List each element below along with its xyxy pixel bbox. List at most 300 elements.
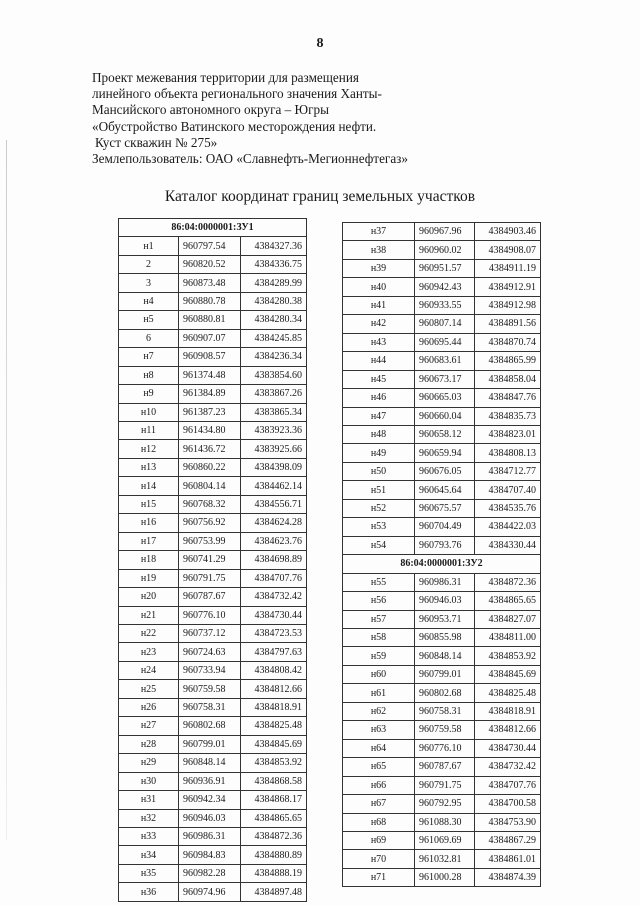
point-id: н28 <box>119 735 179 753</box>
table-row <box>343 628 541 646</box>
x-coordinate: 960776.10 <box>179 606 241 624</box>
x-coordinate: 960802.68 <box>179 717 241 735</box>
point-id: н51 <box>343 481 415 499</box>
y-coordinate: 4384861.01 <box>475 850 541 868</box>
point-id: н67 <box>343 795 415 813</box>
y-coordinate: 4383867.26 <box>241 385 307 403</box>
table-row <box>119 680 307 698</box>
x-coordinate: 960960.02 <box>415 241 475 259</box>
x-coordinate: 960741.29 <box>179 551 241 569</box>
table-row <box>343 407 541 425</box>
point-id: н13 <box>119 458 179 476</box>
point-id: н38 <box>343 241 415 259</box>
point-id: н21 <box>119 606 179 624</box>
table-row <box>119 606 307 624</box>
y-coordinate: 4384624.28 <box>241 514 307 532</box>
y-coordinate: 4384462.14 <box>241 477 307 495</box>
x-coordinate: 960880.78 <box>179 292 241 310</box>
y-coordinate: 4384845.69 <box>241 735 307 753</box>
point-id: н37 <box>343 223 415 241</box>
y-coordinate: 4384808.13 <box>475 444 541 462</box>
table-row <box>119 385 307 403</box>
y-coordinate: 4384327.36 <box>241 237 307 255</box>
point-id: н44 <box>343 352 415 370</box>
point-id: н48 <box>343 425 415 443</box>
x-coordinate: 960704.49 <box>415 518 475 536</box>
table-row <box>343 296 541 314</box>
y-coordinate: 4384853.92 <box>475 647 541 665</box>
y-coordinate: 4384707.76 <box>241 569 307 587</box>
x-coordinate: 960982.28 <box>179 864 241 882</box>
table-row <box>343 278 541 296</box>
x-coordinate: 960724.63 <box>179 643 241 661</box>
x-coordinate: 960946.03 <box>415 592 475 610</box>
x-coordinate: 960768.32 <box>179 495 241 513</box>
table-row <box>343 702 541 720</box>
y-coordinate: 4384707.76 <box>475 776 541 794</box>
x-coordinate: 960880.81 <box>179 311 241 329</box>
point-id: н52 <box>343 499 415 517</box>
y-coordinate: 4384823.01 <box>475 425 541 443</box>
point-id: н50 <box>343 462 415 480</box>
point-id: н17 <box>119 532 179 550</box>
table-row <box>119 661 307 679</box>
point-id: н43 <box>343 333 415 351</box>
y-coordinate: 4384825.48 <box>475 684 541 702</box>
table-row <box>119 477 307 495</box>
point-id: н20 <box>119 588 179 606</box>
table-row <box>119 366 307 384</box>
point-id: н59 <box>343 647 415 665</box>
section-header-row <box>343 555 541 573</box>
x-coordinate: 960793.76 <box>415 536 475 554</box>
table-row <box>343 389 541 407</box>
document-header <box>92 70 432 167</box>
table-row <box>119 735 307 753</box>
table-row <box>343 444 541 462</box>
y-coordinate: 4384398.09 <box>241 458 307 476</box>
table-row <box>119 772 307 790</box>
table-row <box>343 573 541 591</box>
y-coordinate: 4384912.91 <box>475 278 541 296</box>
section-title: 86:04:0000001:ЗУ2 <box>343 555 541 573</box>
header-line: линейного объекта регионального значения Ханты- <box>92 86 382 102</box>
y-coordinate: 4384797.63 <box>241 643 307 661</box>
x-coordinate: 960873.48 <box>179 274 241 292</box>
table-row <box>119 698 307 716</box>
header-line: Куст скважин № 275» <box>95 134 218 150</box>
x-coordinate: 961436.72 <box>179 440 241 458</box>
point-id: н66 <box>343 776 415 794</box>
point-id: н18 <box>119 551 179 569</box>
point-id: н24 <box>119 661 179 679</box>
x-coordinate: 960804.14 <box>179 477 241 495</box>
point-id: н61 <box>343 684 415 702</box>
x-coordinate: 960683.61 <box>415 352 475 370</box>
point-id: н49 <box>343 444 415 462</box>
y-coordinate: 4384912.98 <box>475 296 541 314</box>
y-coordinate: 4383854.60 <box>241 366 307 384</box>
y-coordinate: 4384732.42 <box>241 588 307 606</box>
point-id: 6 <box>119 329 179 347</box>
table-row <box>119 514 307 532</box>
x-coordinate: 960658.12 <box>415 425 475 443</box>
coordinates-table-left <box>118 218 307 902</box>
table-row <box>343 241 541 259</box>
y-coordinate: 4384874.39 <box>475 868 541 886</box>
table-row <box>119 588 307 606</box>
point-id: н35 <box>119 864 179 882</box>
table-row <box>119 421 307 439</box>
y-coordinate: 4384858.04 <box>475 370 541 388</box>
y-coordinate: 4384556.71 <box>241 495 307 513</box>
table-row <box>343 425 541 443</box>
table-row <box>119 846 307 864</box>
y-coordinate: 4384872.36 <box>241 827 307 845</box>
table-row <box>343 370 541 388</box>
point-id: н55 <box>343 573 415 591</box>
y-coordinate: 4384236.34 <box>241 348 307 366</box>
y-coordinate: 4384845.69 <box>475 665 541 683</box>
point-id: н19 <box>119 569 179 587</box>
x-coordinate: 961374.48 <box>179 366 241 384</box>
table-row <box>343 592 541 610</box>
point-id: 2 <box>119 255 179 273</box>
point-id: н63 <box>343 721 415 739</box>
point-id: н7 <box>119 348 179 366</box>
y-coordinate: 4384330.44 <box>475 536 541 554</box>
x-coordinate: 960675.57 <box>415 499 475 517</box>
x-coordinate: 961000.28 <box>415 868 475 886</box>
table-row <box>343 536 541 554</box>
point-id: н46 <box>343 389 415 407</box>
table-row <box>119 403 307 421</box>
point-id: н25 <box>119 680 179 698</box>
table-row <box>119 237 307 255</box>
point-id: н39 <box>343 259 415 277</box>
table-row <box>119 717 307 735</box>
y-coordinate: 4384868.17 <box>241 791 307 809</box>
y-coordinate: 4384280.34 <box>241 311 307 329</box>
table-row <box>343 776 541 794</box>
x-coordinate: 960733.94 <box>179 661 241 679</box>
y-coordinate: 4384707.40 <box>475 481 541 499</box>
table-row <box>343 259 541 277</box>
x-coordinate: 960659.94 <box>415 444 475 462</box>
table-row <box>343 315 541 333</box>
x-coordinate: 960787.67 <box>179 588 241 606</box>
table-row <box>119 827 307 845</box>
table-row <box>343 831 541 849</box>
y-coordinate: 4384812.66 <box>475 721 541 739</box>
table-row <box>119 440 307 458</box>
point-id: н41 <box>343 296 415 314</box>
y-coordinate: 4384865.65 <box>475 592 541 610</box>
table-row <box>343 352 541 370</box>
y-coordinate: 4384245.85 <box>241 329 307 347</box>
table-row <box>119 329 307 347</box>
point-id: н14 <box>119 477 179 495</box>
point-id: н15 <box>119 495 179 513</box>
x-coordinate: 960802.68 <box>415 684 475 702</box>
y-coordinate: 4384868.58 <box>241 772 307 790</box>
table-row <box>119 255 307 273</box>
point-id: н62 <box>343 702 415 720</box>
point-id: н68 <box>343 813 415 831</box>
table-row <box>119 864 307 882</box>
point-id: н29 <box>119 754 179 772</box>
x-coordinate: 960848.14 <box>415 647 475 665</box>
y-coordinate: 4384336.75 <box>241 255 307 273</box>
point-id: н60 <box>343 665 415 683</box>
y-coordinate: 4384712.77 <box>475 462 541 480</box>
x-coordinate: 960907.07 <box>179 329 241 347</box>
point-id: н64 <box>343 739 415 757</box>
x-coordinate: 961032.81 <box>415 850 475 868</box>
x-coordinate: 960820.52 <box>179 255 241 273</box>
x-coordinate: 960676.05 <box>415 462 475 480</box>
point-id: н1 <box>119 237 179 255</box>
y-coordinate: 4384808.42 <box>241 661 307 679</box>
y-coordinate: 4384891.56 <box>475 315 541 333</box>
x-coordinate: 960908.57 <box>179 348 241 366</box>
table-row <box>343 481 541 499</box>
x-coordinate: 961069.69 <box>415 831 475 849</box>
y-coordinate: 4384732.42 <box>475 758 541 776</box>
x-coordinate: 960660.04 <box>415 407 475 425</box>
point-id: н57 <box>343 610 415 628</box>
x-coordinate: 961434.80 <box>179 421 241 439</box>
y-coordinate: 4384753.90 <box>475 813 541 831</box>
table-row <box>343 610 541 628</box>
point-id: н11 <box>119 421 179 439</box>
y-coordinate: 4383925.66 <box>241 440 307 458</box>
table-row <box>343 499 541 517</box>
x-coordinate: 960807.14 <box>415 315 475 333</box>
x-coordinate: 960799.01 <box>415 665 475 683</box>
x-coordinate: 960791.75 <box>415 776 475 794</box>
page-number: 8 <box>316 36 324 51</box>
point-id: н22 <box>119 624 179 642</box>
y-coordinate: 4384835.73 <box>475 407 541 425</box>
y-coordinate: 4383923.36 <box>241 421 307 439</box>
x-coordinate: 960799.01 <box>179 735 241 753</box>
y-coordinate: 4384818.91 <box>475 702 541 720</box>
point-id: н69 <box>343 831 415 849</box>
x-coordinate: 960986.31 <box>179 827 241 845</box>
table-row <box>119 569 307 587</box>
x-coordinate: 960860.22 <box>179 458 241 476</box>
y-coordinate: 4384811.00 <box>475 628 541 646</box>
point-id: н36 <box>119 883 179 901</box>
header-line: «Обустройство Ватинского месторождения нефти. <box>92 118 377 134</box>
x-coordinate: 960758.31 <box>179 698 241 716</box>
table-row <box>343 223 541 241</box>
point-id: н27 <box>119 717 179 735</box>
x-coordinate: 960946.03 <box>179 809 241 827</box>
table-row <box>119 624 307 642</box>
y-coordinate: 4384289.99 <box>241 274 307 292</box>
y-coordinate: 4384908.07 <box>475 241 541 259</box>
x-coordinate: 960848.14 <box>179 754 241 772</box>
point-id: н4 <box>119 292 179 310</box>
table-row <box>119 348 307 366</box>
point-id: н56 <box>343 592 415 610</box>
x-coordinate: 960737.12 <box>179 624 241 642</box>
y-coordinate: 4384827.07 <box>475 610 541 628</box>
y-coordinate: 4384723.53 <box>241 624 307 642</box>
table-row <box>343 647 541 665</box>
x-coordinate: 960787.67 <box>415 758 475 776</box>
x-coordinate: 960753.99 <box>179 532 241 550</box>
point-id: н10 <box>119 403 179 421</box>
point-id: н71 <box>343 868 415 886</box>
y-coordinate: 4384698.89 <box>241 551 307 569</box>
x-coordinate: 960645.64 <box>415 481 475 499</box>
point-id: н8 <box>119 366 179 384</box>
y-coordinate: 4384730.44 <box>475 739 541 757</box>
y-coordinate: 4384911.19 <box>475 259 541 277</box>
table-row <box>119 458 307 476</box>
header-line: Мансийского автономного округа – Югры <box>92 102 329 118</box>
point-id: н9 <box>119 385 179 403</box>
point-id: н58 <box>343 628 415 646</box>
x-coordinate: 960758.31 <box>415 702 475 720</box>
y-coordinate: 4384825.48 <box>241 717 307 735</box>
x-coordinate: 960974.96 <box>179 883 241 901</box>
x-coordinate: 960953.71 <box>415 610 475 628</box>
y-coordinate: 4384903.46 <box>475 223 541 241</box>
table-row <box>119 551 307 569</box>
table-row <box>343 813 541 831</box>
x-coordinate: 960986.31 <box>415 573 475 591</box>
table-row <box>119 809 307 827</box>
table-row <box>119 754 307 772</box>
point-id: н70 <box>343 850 415 868</box>
point-id: н34 <box>119 846 179 864</box>
point-id: 3 <box>119 274 179 292</box>
section-title: 86:04:0000001:ЗУ1 <box>119 219 307 237</box>
point-id: н26 <box>119 698 179 716</box>
point-id: н12 <box>119 440 179 458</box>
table-row <box>343 665 541 683</box>
y-coordinate: 4384623.76 <box>241 532 307 550</box>
table-row <box>343 684 541 702</box>
header-line: Землепользователь: ОАО «Славнефть-Мегионнефтегаз» <box>92 151 408 167</box>
x-coordinate: 960791.75 <box>179 569 241 587</box>
y-coordinate: 4384870.74 <box>475 333 541 351</box>
section-header-row <box>119 219 307 237</box>
x-coordinate: 960792.95 <box>415 795 475 813</box>
y-coordinate: 4384847.76 <box>475 389 541 407</box>
y-coordinate: 4384853.92 <box>241 754 307 772</box>
x-coordinate: 961387.23 <box>179 403 241 421</box>
y-coordinate: 4384700.58 <box>475 795 541 813</box>
table-row <box>343 850 541 868</box>
x-coordinate: 961088.30 <box>415 813 475 831</box>
y-coordinate: 4384730.44 <box>241 606 307 624</box>
y-coordinate: 4384280.38 <box>241 292 307 310</box>
y-coordinate: 4384535.76 <box>475 499 541 517</box>
x-coordinate: 960951.57 <box>415 259 475 277</box>
table-row <box>119 532 307 550</box>
table-row <box>119 883 307 901</box>
y-coordinate: 4383865.34 <box>241 403 307 421</box>
point-id: н31 <box>119 791 179 809</box>
header-line: Проект межевания территории для размещения <box>92 70 359 85</box>
y-coordinate: 4384818.91 <box>241 698 307 716</box>
x-coordinate: 960933.55 <box>415 296 475 314</box>
point-id: н42 <box>343 315 415 333</box>
x-coordinate: 960936.91 <box>179 772 241 790</box>
table-row <box>343 758 541 776</box>
y-coordinate: 4384865.65 <box>241 809 307 827</box>
x-coordinate: 960855.98 <box>415 628 475 646</box>
point-id: н65 <box>343 758 415 776</box>
point-id: н5 <box>119 311 179 329</box>
table-row <box>119 311 307 329</box>
table-row <box>119 495 307 513</box>
x-coordinate: 960695.44 <box>415 333 475 351</box>
y-coordinate: 4384872.36 <box>475 573 541 591</box>
x-coordinate: 961384.89 <box>179 385 241 403</box>
x-coordinate: 960759.58 <box>179 680 241 698</box>
point-id: н54 <box>343 536 415 554</box>
x-coordinate: 960759.58 <box>415 721 475 739</box>
point-id: н16 <box>119 514 179 532</box>
catalog-title: Каталог координат границ земельных участков <box>164 188 476 205</box>
point-id: н33 <box>119 827 179 845</box>
table-row <box>119 791 307 809</box>
table-row <box>343 518 541 536</box>
y-coordinate: 4384880.89 <box>241 846 307 864</box>
x-coordinate: 960942.34 <box>179 791 241 809</box>
y-coordinate: 4384888.19 <box>241 864 307 882</box>
x-coordinate: 960673.17 <box>415 370 475 388</box>
point-id: н40 <box>343 278 415 296</box>
point-id: н45 <box>343 370 415 388</box>
point-id: н47 <box>343 407 415 425</box>
table-row <box>119 292 307 310</box>
table-row <box>343 462 541 480</box>
coordinates-table-right <box>342 222 541 887</box>
table-row <box>343 721 541 739</box>
point-id: н23 <box>119 643 179 661</box>
x-coordinate: 960756.92 <box>179 514 241 532</box>
point-id: н30 <box>119 772 179 790</box>
x-coordinate: 960942.43 <box>415 278 475 296</box>
table-row <box>119 643 307 661</box>
table-row <box>343 739 541 757</box>
y-coordinate: 4384812.66 <box>241 680 307 698</box>
x-coordinate: 960967.96 <box>415 223 475 241</box>
y-coordinate: 4384422.03 <box>475 518 541 536</box>
table-row <box>119 274 307 292</box>
table-row <box>343 333 541 351</box>
x-coordinate: 960776.10 <box>415 739 475 757</box>
y-coordinate: 4384867.29 <box>475 831 541 849</box>
x-coordinate: 960665.03 <box>415 389 475 407</box>
x-coordinate: 960797.54 <box>179 237 241 255</box>
scan-edge-shadow <box>6 140 7 840</box>
x-coordinate: 960984.83 <box>179 846 241 864</box>
table-row <box>343 795 541 813</box>
y-coordinate: 4384897.48 <box>241 883 307 901</box>
table-row <box>343 868 541 886</box>
point-id: н32 <box>119 809 179 827</box>
y-coordinate: 4384865.99 <box>475 352 541 370</box>
point-id: н53 <box>343 518 415 536</box>
